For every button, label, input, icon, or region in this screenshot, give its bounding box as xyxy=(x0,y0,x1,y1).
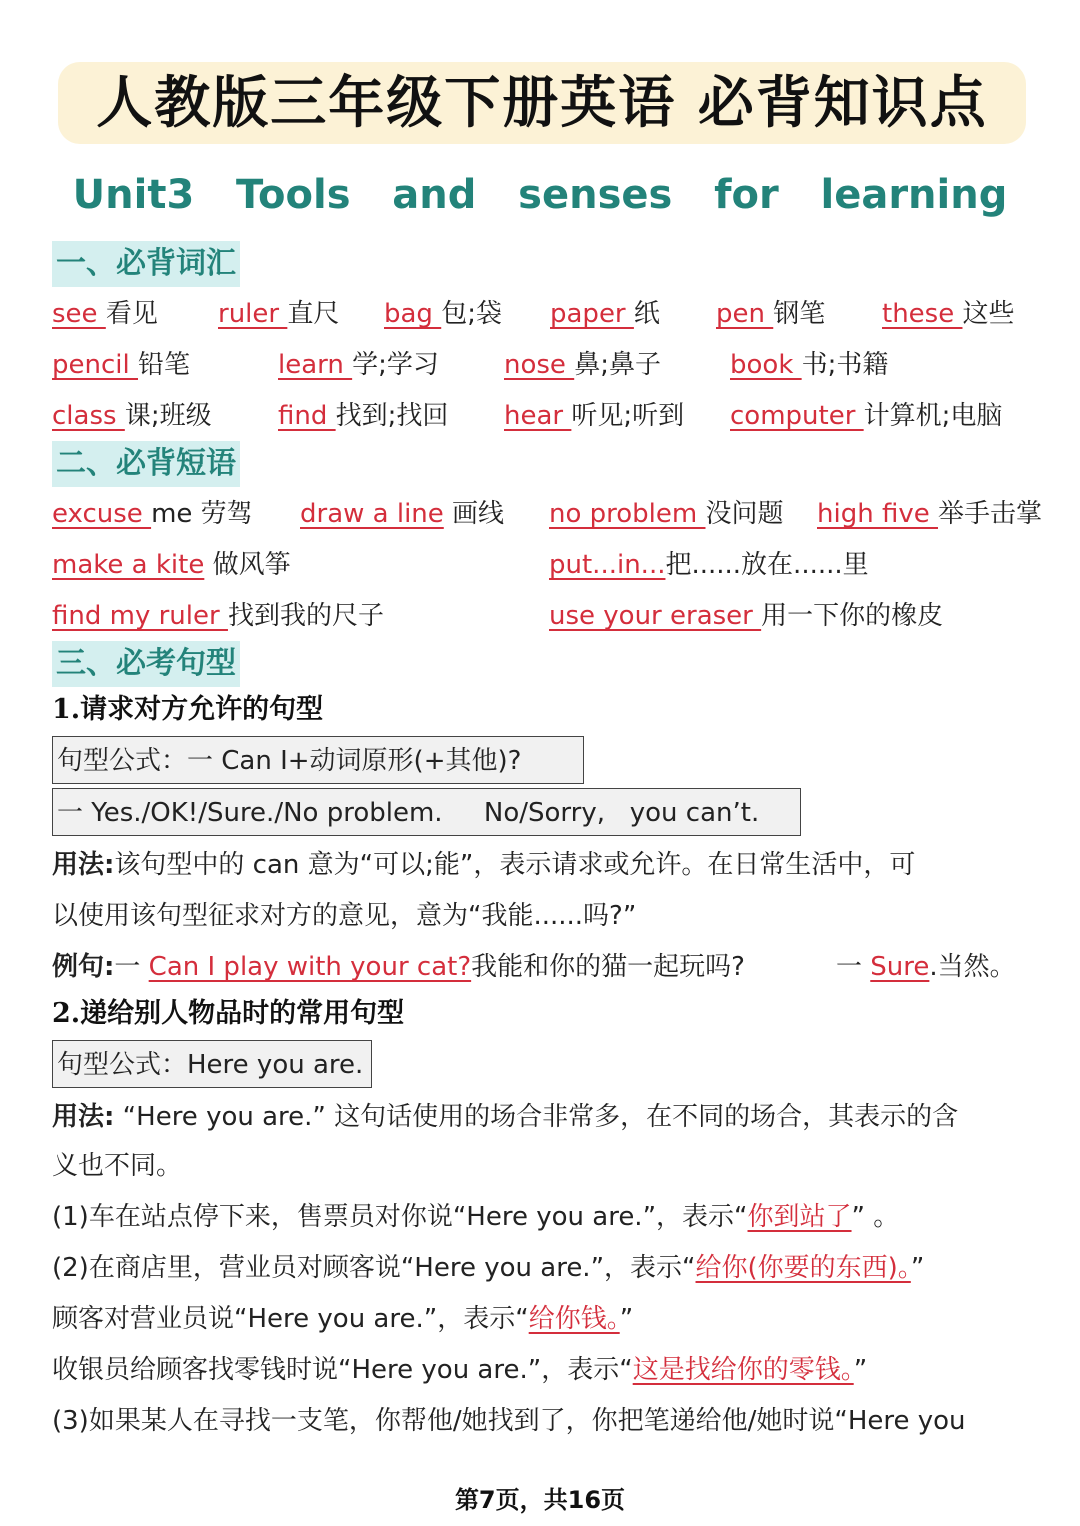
vocab-item: pen 钢笔 xyxy=(716,299,826,329)
vocab-item: learn 学;学习 xyxy=(278,350,439,380)
pattern2-case-line: (2)在商店里，营业员对顾客说“Here you are.”，表示“给你(你要的东西)。” xyxy=(52,1253,925,1283)
phrase-item: put...in...把......放在......里 xyxy=(549,550,869,580)
page-footer: 第7页，共16页 xyxy=(454,1486,626,1514)
vocab-item: hear 听见;听到 xyxy=(504,401,685,431)
pattern2-usage-line: 用法: “Here you are.” 这句话使用的场合非常多，在不同的场合，其表示的含 xyxy=(52,1102,959,1132)
vocab-item: these 这些 xyxy=(882,299,1015,329)
pattern2-heading: 2.递给别人物品时的常用句型 xyxy=(52,998,405,1029)
vocab-item: book 书;书籍 xyxy=(730,350,889,380)
page-title: 人教版三年级下册英语 必背知识点 xyxy=(96,70,988,136)
pattern1-usage-line: 以使用该句型征求对方的意见，意为“我能......吗?” xyxy=(52,901,637,931)
pattern2-case-line: 顾客对营业员说“Here you are.”，表示“给你钱。” xyxy=(52,1304,634,1334)
vocab-section-heading: 一、必背词汇 xyxy=(52,241,240,287)
pattern2-formula-box: 句型公式：Here you are. xyxy=(52,1040,372,1088)
phrase-section-heading: 二、必背短语 xyxy=(52,441,240,487)
pattern1-heading: 1.请求对方允许的句型 xyxy=(52,694,324,725)
vocab-item: paper 纸 xyxy=(550,299,660,329)
pattern2-usage-line: 义也不同。 xyxy=(52,1151,183,1181)
pattern1-example-line: 例句:一 Can I play with your cat?我能和你的猫一起玩吗? xyxy=(52,952,745,982)
phrase-item: no problem 没问题 xyxy=(549,499,784,529)
phrase-item: excuse me 劳驾 xyxy=(52,499,253,529)
vocab-item: pencil 铅笔 xyxy=(52,350,191,380)
vocab-item: bag 包;袋 xyxy=(384,299,502,329)
vocab-item: find 找到;找回 xyxy=(278,401,449,431)
pattern2-case-line: (1)车在站点停下来，售票员对你说“Here you are.”，表示“你到站了” 。 xyxy=(52,1202,900,1232)
sentence-section-heading: 三、必考句型 xyxy=(52,641,240,687)
unit-title: Unit3 Tools and senses for learning xyxy=(72,172,1008,218)
vocab-item: ruler 直尺 xyxy=(218,299,340,329)
pattern2-case-line: 收银员给顾客找零钱时说“Here you are.”，表示“这是找给你的零钱。” xyxy=(52,1355,868,1385)
phrase-item: high five 举手击掌 xyxy=(817,499,1042,529)
phrase-item: make a kite 做风筝 xyxy=(52,550,291,580)
pattern1-usage-line: 用法:该句型中的 can 意为“可以;能”，表示请求或允许。在日常生活中，可 xyxy=(52,850,916,880)
phrase-item: use your eraser 用一下你的橡皮 xyxy=(549,601,944,631)
vocab-item: computer 计算机;电脑 xyxy=(730,401,1003,431)
pattern1-answer-box: 一 Yes./OK!/Sure./No problem. No/Sorry, you can’t. xyxy=(52,788,801,836)
pattern1-reply: 一 Sure.当然。 xyxy=(836,952,1016,982)
pattern2-case-line: (3)如果某人在寻找一支笔，你帮他/她找到了，你把笔递给他/她时说“Here you xyxy=(52,1406,966,1436)
vocab-item: nose 鼻;鼻子 xyxy=(504,350,661,380)
vocab-item: class 课;班级 xyxy=(52,401,212,431)
pattern1-formula-box: 句型公式：一 Can I+动词原形(+其他)? xyxy=(52,736,584,784)
phrase-item: find my ruler 找到我的尺子 xyxy=(52,601,384,631)
phrase-item: draw a line 画线 xyxy=(300,499,505,529)
vocab-item: see 看见 xyxy=(52,299,158,329)
